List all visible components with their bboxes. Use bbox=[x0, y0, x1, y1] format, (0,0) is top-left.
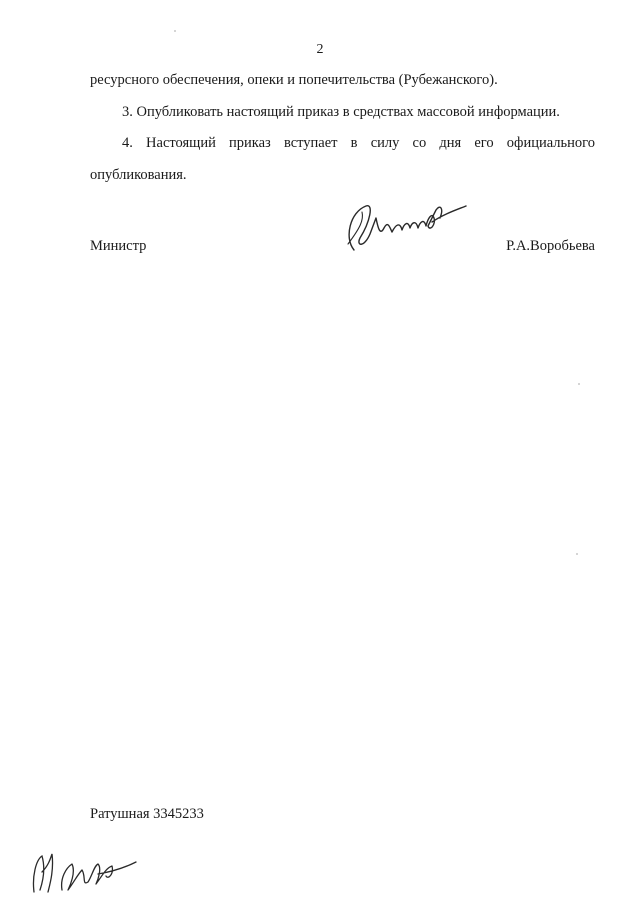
body-line-4: опубликования. bbox=[90, 167, 187, 183]
body-line-1: ресурсного обеспечения, опеки и попечительства (Рубежанского). bbox=[90, 72, 498, 88]
scan-speck bbox=[576, 553, 578, 555]
body-item-3: 3. Опубликовать настоящий приказ в средствах массовой информации. bbox=[122, 104, 560, 120]
executor-contact: Ратушная 3345233 bbox=[90, 806, 204, 822]
page-number: 2 bbox=[316, 42, 324, 57]
signatory-title: Министр bbox=[90, 238, 147, 254]
scan-speck bbox=[174, 30, 176, 32]
signature-row bbox=[90, 238, 595, 262]
corner-initials-image bbox=[28, 846, 138, 896]
body-item-4: 4. Настоящий приказ вступает в силу со дня его официального bbox=[122, 135, 595, 151]
scan-speck bbox=[578, 383, 580, 385]
signatory-name: Р.А.Воробьева bbox=[506, 238, 595, 254]
